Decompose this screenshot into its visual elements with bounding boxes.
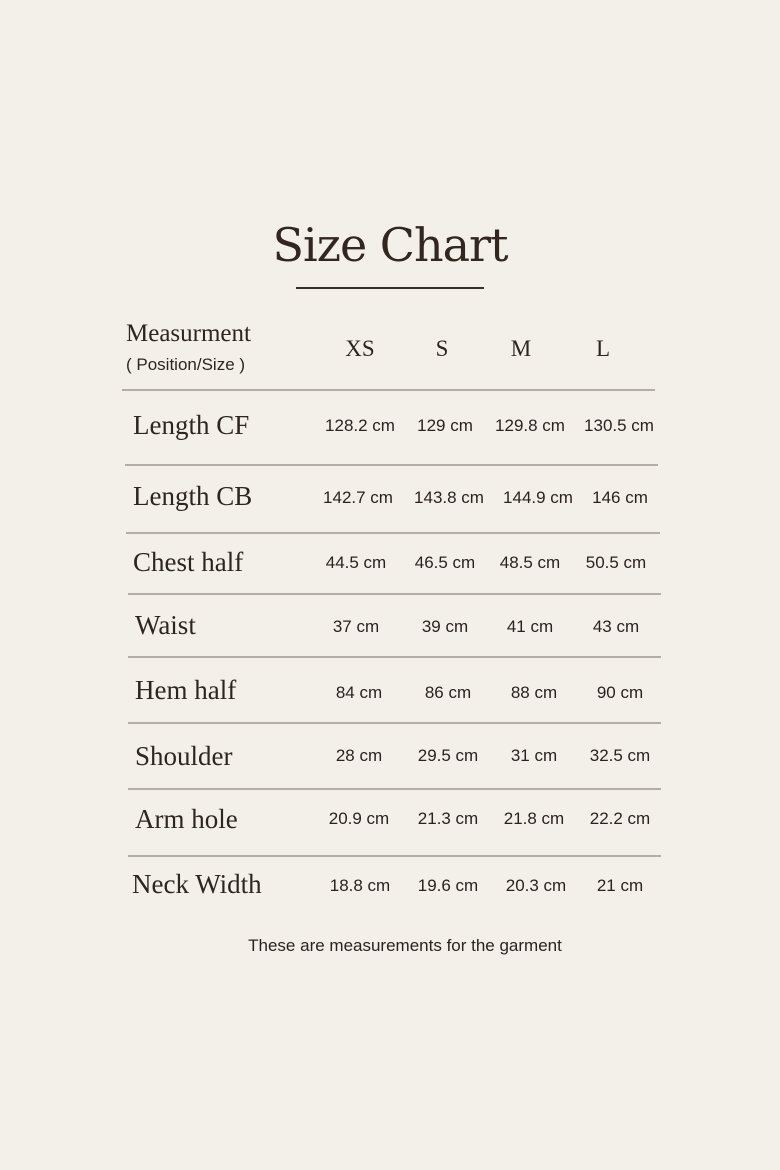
row-label-shoulder: Shoulder <box>135 741 233 771</box>
cell-s: 46.5 cm <box>414 553 476 572</box>
size-header-s: S <box>435 336 449 361</box>
page-title: Size Chart <box>272 218 508 272</box>
cell-s: 21.3 cm <box>417 809 479 828</box>
cell-l: 90 cm <box>596 683 644 702</box>
cell-xs: 20.9 cm <box>328 809 390 828</box>
cell-m: 88 cm <box>510 683 558 702</box>
row-label-length-cf: Length CF <box>133 410 250 440</box>
row-divider <box>128 656 661 658</box>
row-label-arm-hole: Arm hole <box>135 804 238 834</box>
cell-m: 21.8 cm <box>503 809 565 828</box>
row-label-neck-width: Neck Width <box>132 869 262 899</box>
cell-xs: 28 cm <box>335 746 383 765</box>
cell-s: 129 cm <box>417 416 473 435</box>
row-label-chest-half: Chest half <box>133 547 244 577</box>
row-divider <box>122 389 655 391</box>
size-header-l: L <box>595 336 611 361</box>
row-label-waist: Waist <box>135 610 196 640</box>
size-header-xs: XS <box>345 336 375 361</box>
row-divider <box>128 593 661 595</box>
cell-s: 143.8 cm <box>414 488 484 507</box>
cell-l: 50.5 cm <box>585 553 647 572</box>
cell-s: 29.5 cm <box>417 746 479 765</box>
cell-l: 22.2 cm <box>589 809 651 828</box>
cell-l: 146 cm <box>592 488 648 507</box>
cell-m: 144.9 cm <box>503 488 573 507</box>
cell-xs: 44.5 cm <box>325 553 387 572</box>
cell-l: 32.5 cm <box>589 746 651 765</box>
row-label-hem-half: Hem half <box>135 675 237 705</box>
cell-l: 21 cm <box>596 876 644 895</box>
cell-m: 31 cm <box>510 746 558 765</box>
size-header-m: M <box>510 336 532 361</box>
cell-xs: 142.7 cm <box>323 488 393 507</box>
cell-s: 19.6 cm <box>417 876 479 895</box>
cell-l: 43 cm <box>592 617 640 636</box>
cell-xs: 128.2 cm <box>325 416 395 435</box>
row-divider <box>125 464 658 466</box>
cell-xs: 84 cm <box>335 683 383 702</box>
measurement-header: Measurment <box>126 320 251 347</box>
row-label-length-cb: Length CB <box>133 481 253 511</box>
title-underline <box>296 287 484 289</box>
cell-m: 48.5 cm <box>499 553 561 572</box>
cell-s: 39 cm <box>421 617 469 636</box>
row-divider <box>128 855 661 857</box>
cell-m: 20.3 cm <box>505 876 567 895</box>
cell-xs: 37 cm <box>332 617 380 636</box>
cell-s: 86 cm <box>424 683 472 702</box>
measurement-subheader: ( Position/Size ) <box>126 355 246 374</box>
footnote: These are measurements for the garment <box>248 936 562 955</box>
cell-l: 130.5 cm <box>584 416 654 435</box>
cell-m: 41 cm <box>506 617 554 636</box>
row-divider <box>128 788 661 790</box>
row-divider <box>126 532 660 534</box>
cell-xs: 18.8 cm <box>329 876 391 895</box>
cell-m: 129.8 cm <box>495 416 565 435</box>
row-divider <box>128 722 661 724</box>
